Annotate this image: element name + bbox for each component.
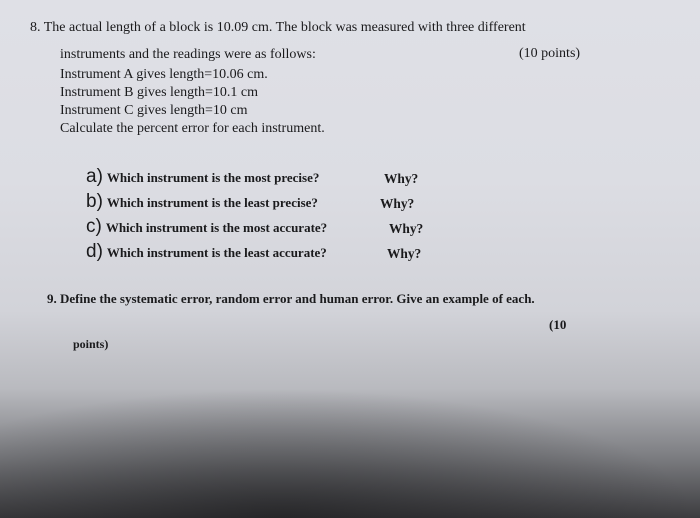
sub-question-d: [86, 242, 327, 261]
sub-question-text: Which instrument is the least accurate?: [106, 245, 327, 260]
sub-question-text: Which instrument is the least precise?: [106, 195, 318, 210]
why-b: Why?: [380, 196, 415, 211]
sub-question-letter: d): [86, 241, 103, 262]
question-8-points: (10 points): [519, 46, 581, 61]
sub-question-b: [86, 192, 318, 211]
instrument-c-reading: Instrument C gives length=10 cm: [60, 103, 248, 118]
why-d: Why?: [387, 246, 422, 261]
sub-question-a: [86, 167, 319, 186]
question-9-points-close: points): [73, 337, 109, 351]
sub-question-c: [86, 217, 327, 236]
why-a: Why?: [384, 171, 419, 186]
question-8-line-1: 8. The actual length of a block is 10.09 cm. The block was measured with three different: [30, 20, 526, 35]
instrument-a-reading: Instrument A gives length=10.06 cm.: [60, 67, 268, 82]
sub-question-letter: c): [86, 216, 102, 237]
sub-question-letter: a): [86, 166, 103, 187]
question-9-points-open: (10: [549, 317, 567, 332]
why-c: Why?: [389, 221, 424, 236]
question-9-line-1: 9. Define the systematic error, random error and human error. Give an example of each.: [47, 291, 535, 306]
question-8-line-2: instruments and the readings were as follows:: [60, 47, 316, 62]
instrument-b-reading: Instrument B gives length=10.1 cm: [60, 85, 259, 100]
sub-question-text: Which instrument is the most precise?: [106, 170, 320, 185]
sub-question-text: Which instrument is the most accurate?: [105, 220, 328, 235]
sub-question-letter: b): [86, 191, 103, 212]
calculate-instruction: Calculate the percent error for each instrument.: [60, 121, 325, 136]
